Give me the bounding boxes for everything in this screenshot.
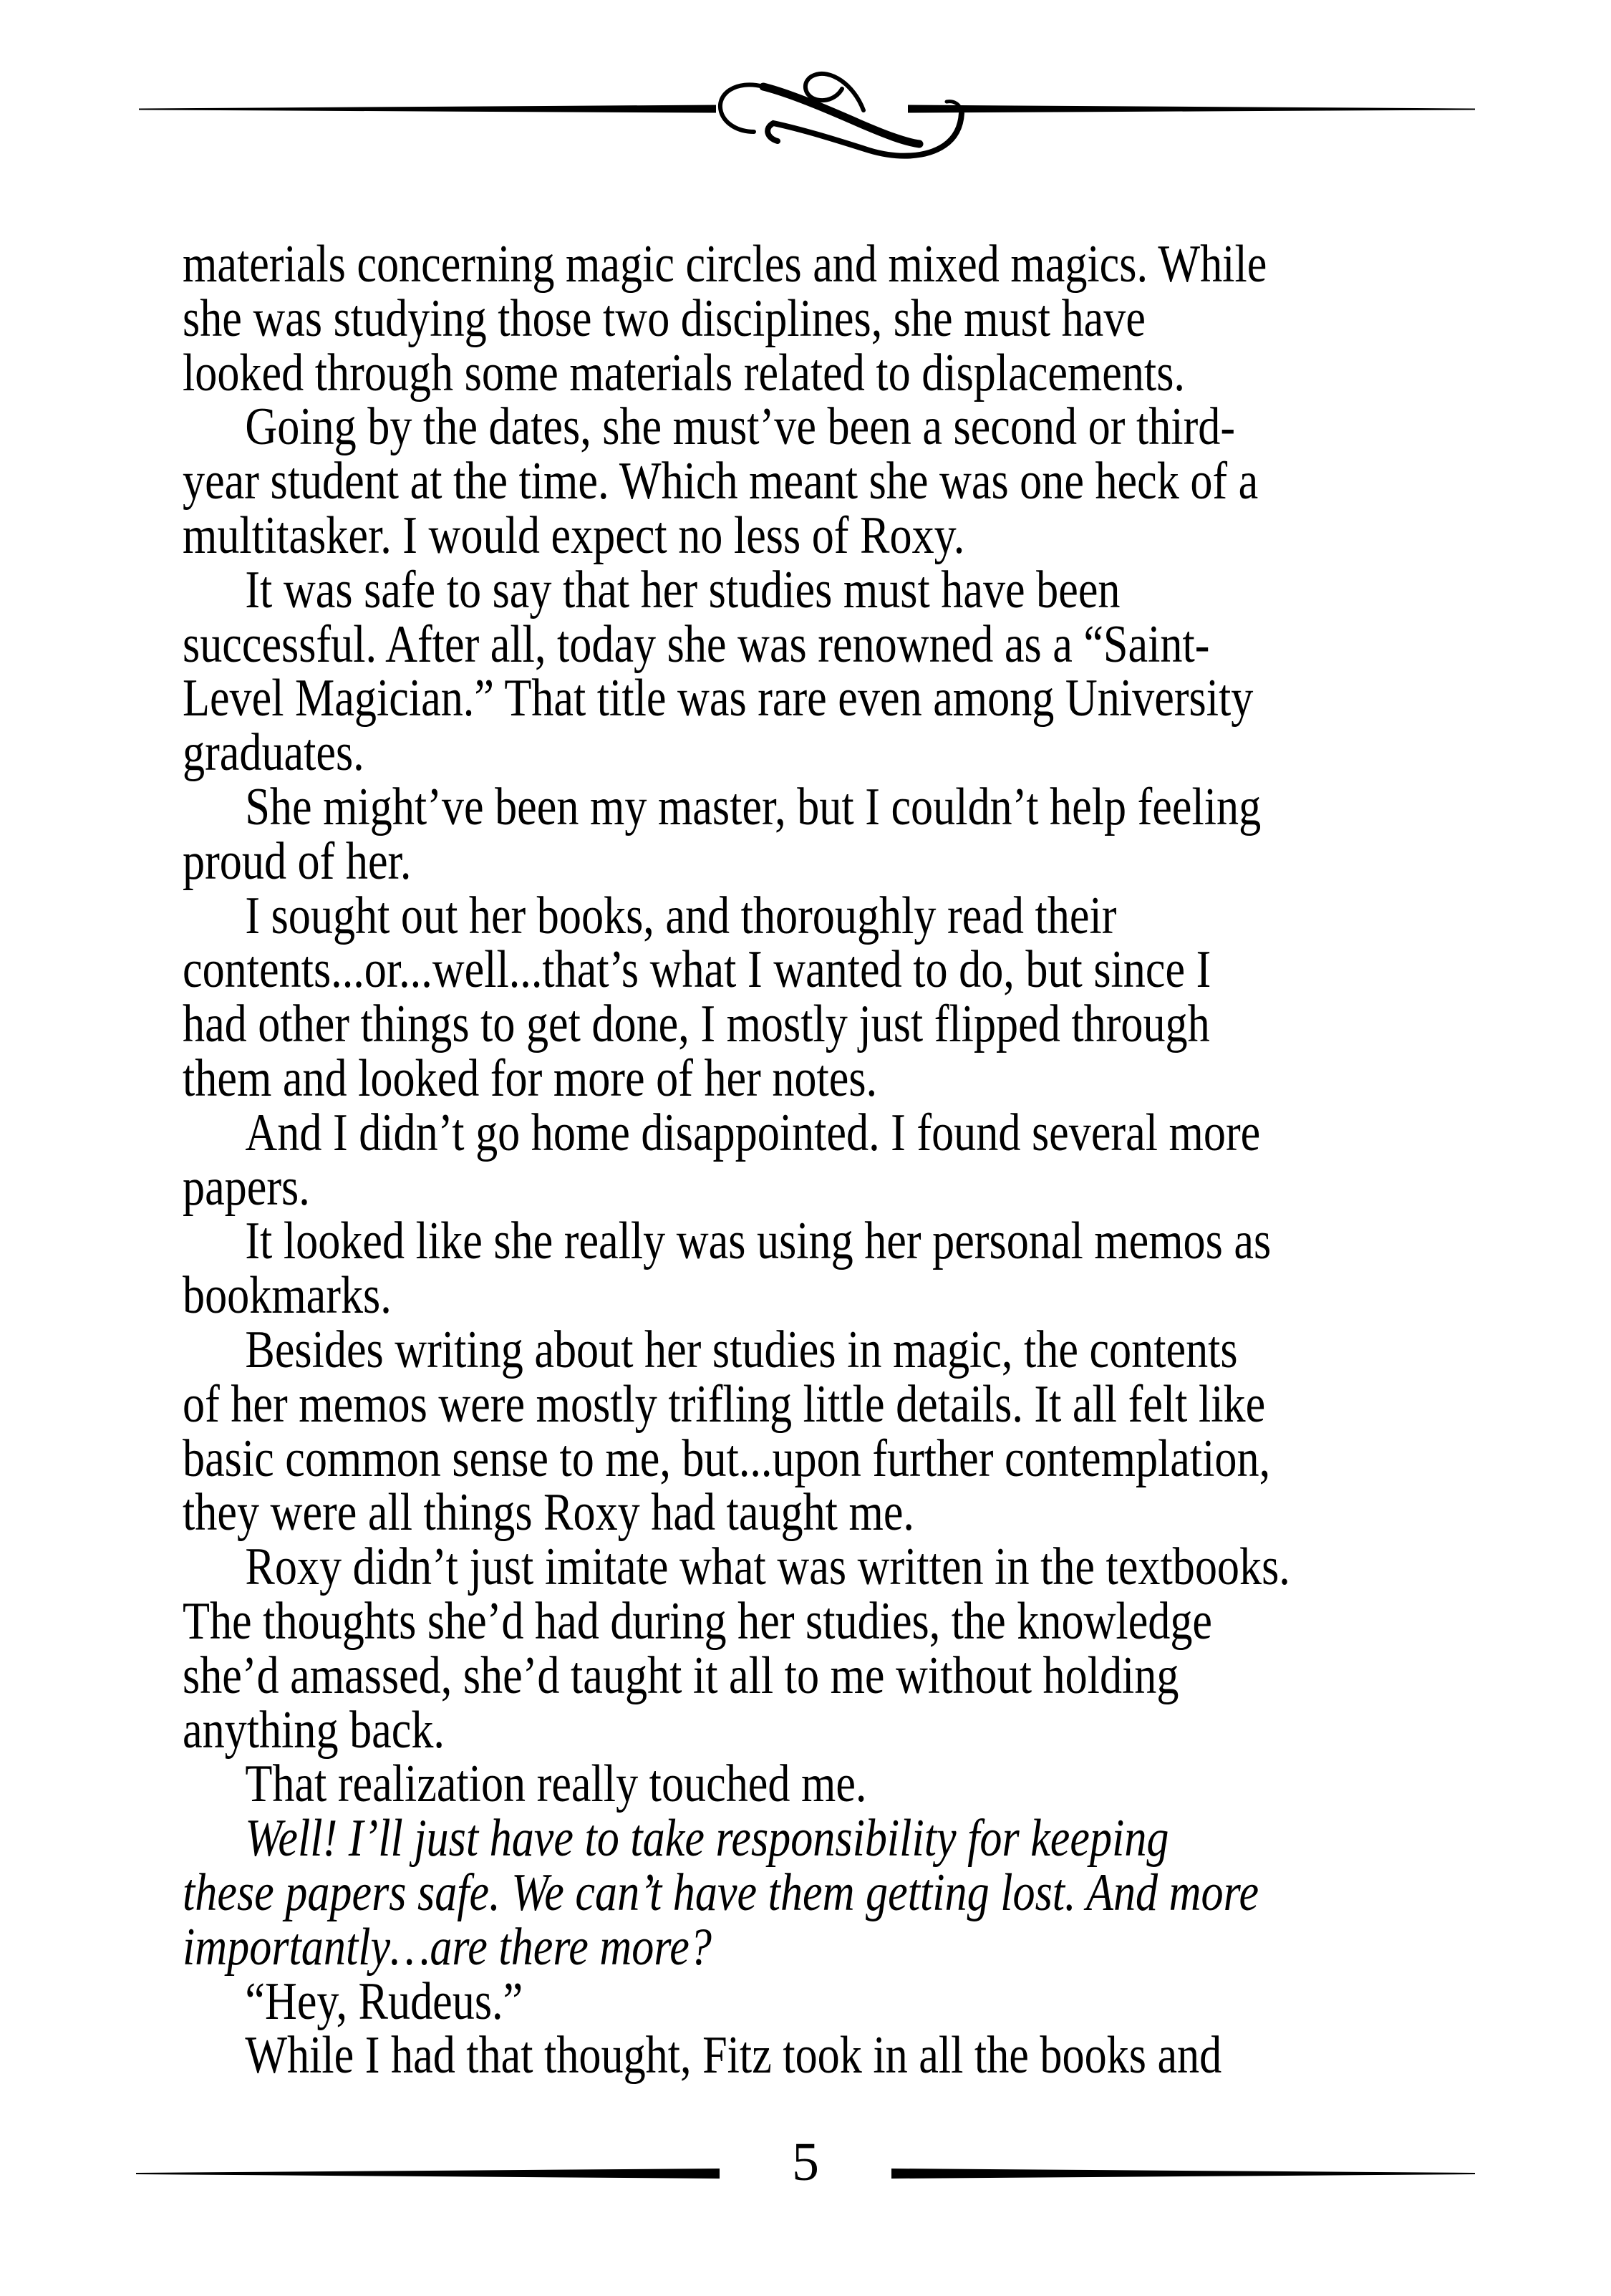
text-line: she’d amassed, she’d taught it all to me without holding	[183, 1646, 1179, 1705]
text-line: proud of her.	[183, 831, 412, 891]
text-line: materials concerning magic circles and mixed magics. While	[183, 235, 1267, 294]
text-line: anything back.	[183, 1700, 445, 1760]
text-line: basic common sense to me, but...upon further contemplation,	[183, 1429, 1271, 1488]
flourish-divider-icon	[720, 74, 962, 156]
header-divider	[0, 0, 1611, 186]
text-line: And I didn’t go home disappointed. I found several more	[245, 1103, 1261, 1162]
text-line: these papers safe. We can’t have them getting lost. And more	[183, 1863, 1259, 1922]
text-line: successful. After all, today she was renowned as a “Saint-	[183, 614, 1210, 674]
text-line: they were all things Roxy had taught me.	[183, 1483, 914, 1543]
text-line: she was studying those two disciplines, she must have	[183, 289, 1146, 348]
text-line: contents...or...well...that’s what I wanted to do, but since I	[183, 940, 1211, 1000]
text-line: Well! I’ll just have to take responsibility for keeping	[245, 1809, 1169, 1868]
page-text	[183, 235, 1543, 2085]
text-line: multitasker. I would expect no less of Roxy.	[183, 506, 965, 565]
text-line: It looked like she really was using her personal memos as	[245, 1212, 1272, 1271]
text-line: had other things to get done, I mostly just flipped through	[183, 995, 1210, 1054]
text-line: The thoughts she’d had during her studies, the knowledge	[183, 1591, 1213, 1651]
text-line: Going by the dates, she must’ve been a second or third-	[245, 397, 1236, 457]
text-line: importantly…are there more?	[183, 1917, 712, 1977]
text-line: bookmarks.	[183, 1266, 392, 1326]
text-line: Besides writing about her studies in magic, the contents	[245, 1320, 1238, 1379]
header-rule-right	[908, 105, 1475, 113]
text-line: It was safe to say that her studies must have been	[245, 560, 1121, 619]
text-line: year student at the time. Which meant she was one heck of a	[183, 452, 1259, 511]
header-rule-left	[139, 105, 716, 113]
text-line: I sought out her books, and thoroughly read their	[245, 886, 1117, 945]
page-number: 5	[792, 2132, 819, 2192]
text-line: of her memos were mostly trifling little details. It all felt like	[183, 1374, 1266, 1434]
text-line: That realization really touched me.	[245, 1755, 867, 1814]
text-line: papers.	[183, 1157, 310, 1217]
text-line: “Hey, Rudeus.”	[245, 1972, 523, 2031]
text-line: them and looked for more of her notes.	[183, 1048, 878, 1108]
text-line: Roxy didn’t just imitate what was written in the textbooks.	[245, 1538, 1290, 1597]
text-line: graduates.	[183, 723, 364, 783]
text-line: Level Magician.” That title was rare even among University	[183, 669, 1254, 728]
text-line: looked through some materials related to displacements.	[183, 343, 1185, 402]
text-line: She might’ve been my master, but I couldn’t help feeling	[245, 777, 1262, 836]
text-line: While I had that thought, Fitz took in all the books and	[245, 2026, 1222, 2085]
